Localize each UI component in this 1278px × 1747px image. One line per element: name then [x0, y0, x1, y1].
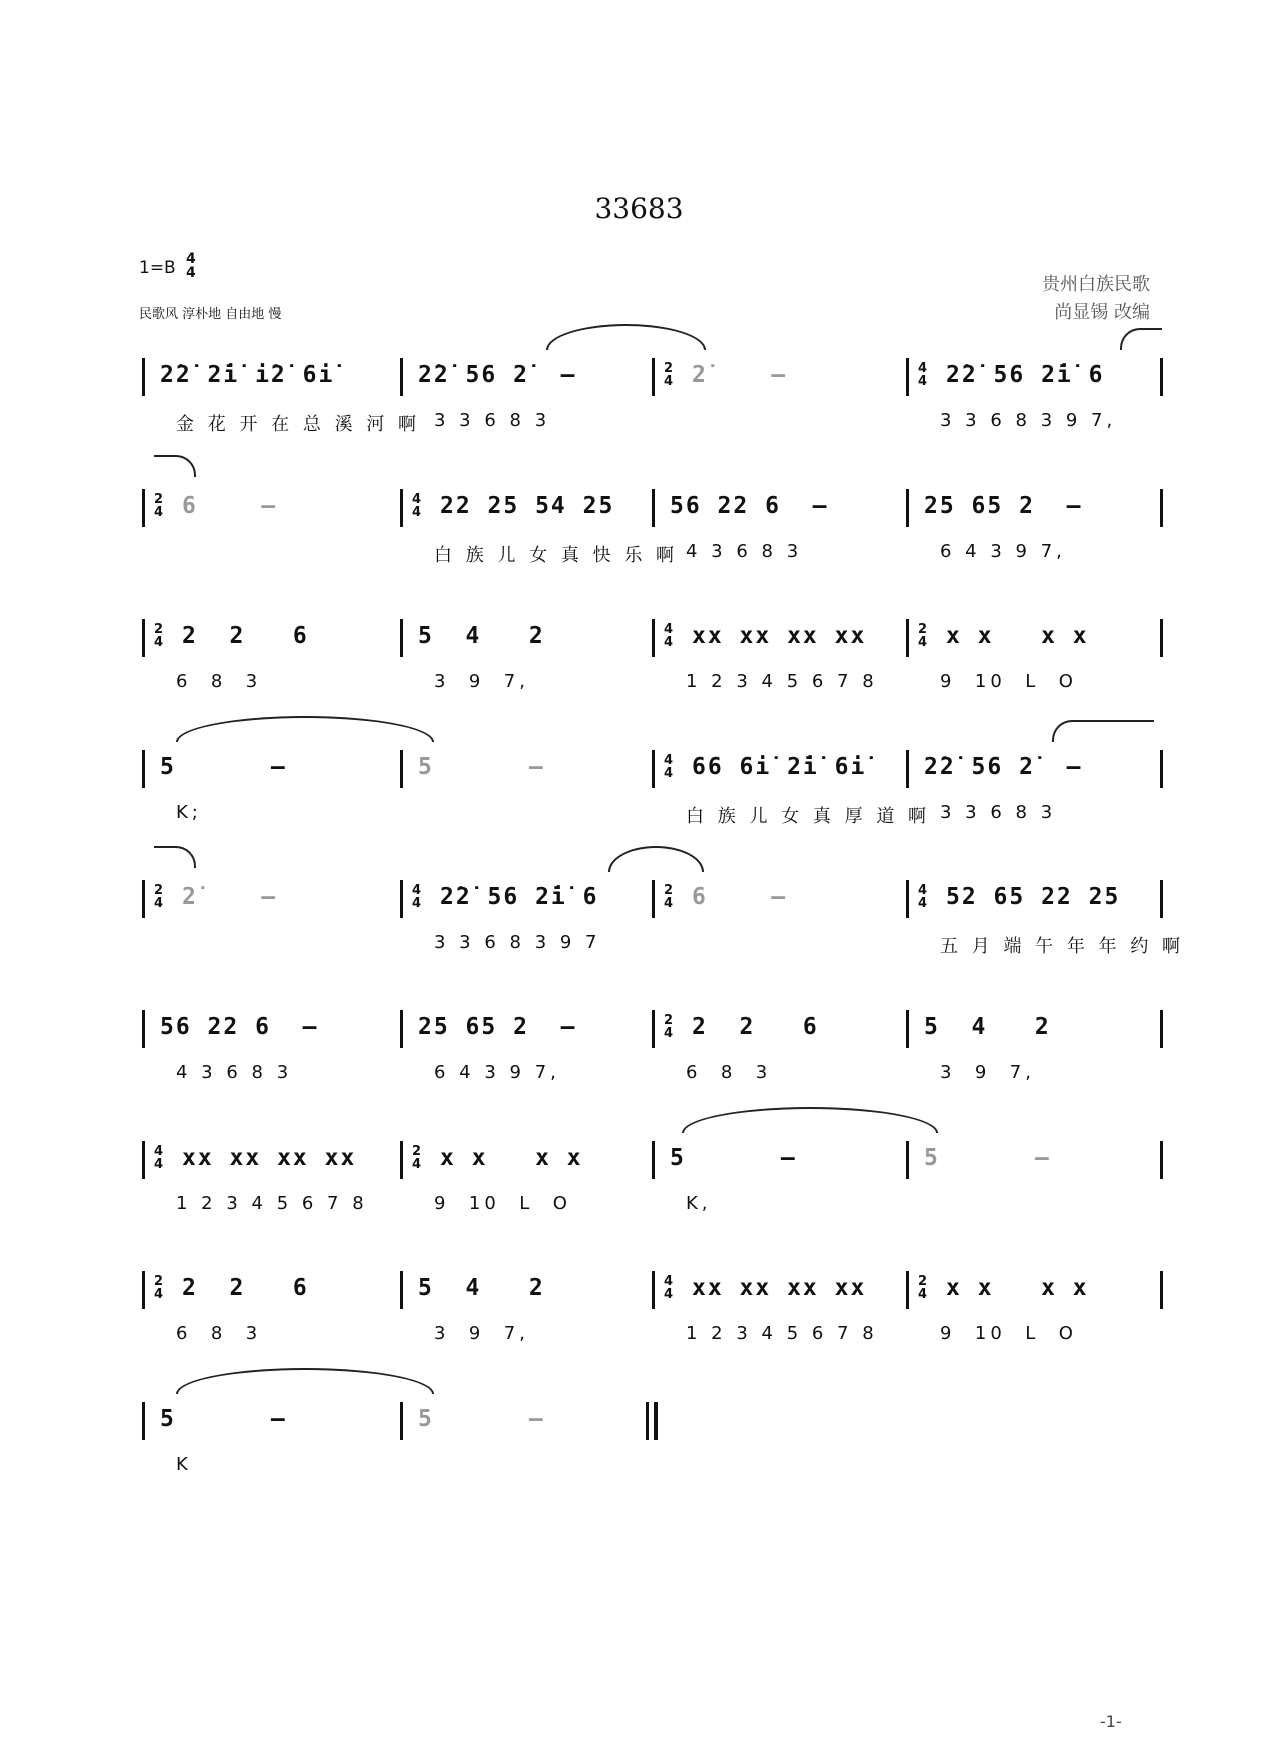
lyric-line: K: [176, 1454, 192, 1475]
barline: [142, 1271, 145, 1309]
measure-notes: 2 2 6: [182, 623, 309, 649]
barline: [1160, 880, 1163, 918]
barline: [1160, 619, 1163, 657]
measure-notes: 2 2 6: [692, 1014, 819, 1040]
barline: [652, 489, 655, 527]
barline: [400, 750, 403, 788]
lyric-line: 9 10 L O: [940, 671, 1077, 692]
time-signature: 2 4: [154, 1274, 164, 1302]
measure-notes: 5 4 2: [418, 623, 545, 649]
final-barline-thin: [646, 1402, 649, 1440]
time-signature: 2 4: [664, 883, 674, 911]
barline: [142, 358, 145, 396]
lyric-line: 3 3 6 8 3 9 7,: [940, 410, 1117, 431]
measure-notes: 5 –: [418, 754, 545, 780]
slur: [682, 1107, 938, 1133]
key-signature: 1=B: [139, 258, 176, 278]
slur: [546, 324, 706, 350]
lyric-line: 1 2 3 4 5 6 7 8: [686, 1323, 878, 1344]
measure-notes: xx xx xx xx: [692, 623, 867, 649]
measure-notes: 2 2 6: [182, 1275, 309, 1301]
measure-notes: xx xx xx xx: [182, 1145, 357, 1171]
lyric-line: 金 花 开 在 总 溪 河 啊: [176, 414, 421, 435]
lyric-line: 3 3 6 8 3 9 7: [434, 932, 601, 953]
lyric-line: 9 10 L O: [940, 1323, 1077, 1344]
lyric-line: 3 3 6 8 3: [434, 410, 551, 431]
barline: [1160, 358, 1163, 396]
time-signature: 4 4: [412, 883, 422, 911]
barline: [142, 750, 145, 788]
measure-notes: 25 65 2 –: [418, 1014, 577, 1040]
barline: [906, 1271, 909, 1309]
slur: [1120, 328, 1162, 350]
time-signature: 4 4: [918, 361, 928, 389]
staff-system: [0, 358, 1278, 458]
page-number: -1-: [1100, 1712, 1122, 1731]
measure-notes: x x x x: [946, 1275, 1089, 1301]
credit-arranger: 尚显锡 改编: [1054, 302, 1150, 323]
measure-notes: 66 6i̇ 2̇i̇ 6i̇: [692, 754, 867, 780]
credit-source: 贵州白族民歌: [1042, 274, 1150, 295]
barline: [142, 1402, 145, 1440]
time-signature: 4 4: [154, 1144, 164, 1172]
barline: [652, 1271, 655, 1309]
final-barline: [654, 1402, 658, 1440]
time-signature: 2 4: [154, 492, 164, 520]
measure-notes: x x x x: [440, 1145, 583, 1171]
barline: [652, 1141, 655, 1179]
barline: [1160, 1010, 1163, 1048]
barline: [906, 750, 909, 788]
measure-notes: 2̇2̇ 56 2̇ –: [924, 754, 1083, 780]
lyric-line: 6 8 3: [176, 1323, 262, 1344]
lyric-line: 1 2 3 4 5 6 7 8: [176, 1193, 368, 1214]
barline: [400, 1010, 403, 1048]
barline: [906, 619, 909, 657]
time-signature: 4 4: [664, 1274, 674, 1302]
lyric-line: 白 族 儿 女 真 厚 道 啊: [686, 806, 931, 827]
staff-system: [0, 1402, 1278, 1502]
measure-notes: 2̇ –: [182, 884, 278, 910]
time-signature: 4 4: [918, 883, 928, 911]
slur: [154, 455, 196, 477]
barline: [906, 489, 909, 527]
measure-notes: x x x x: [946, 623, 1089, 649]
time-signature: 2 4: [412, 1144, 422, 1172]
lyric-line: K;: [176, 802, 202, 823]
time-signature: 2 4: [918, 1274, 928, 1302]
staff-system: [0, 750, 1278, 850]
barline: [142, 1010, 145, 1048]
time-signature: 2 4: [154, 622, 164, 650]
barline: [906, 880, 909, 918]
staff-system: [0, 880, 1278, 980]
staff-system: [0, 1010, 1278, 1110]
barline: [1160, 750, 1163, 788]
lyric-line: 3 9 7,: [434, 671, 529, 692]
measure-notes: 5 –: [924, 1145, 1051, 1171]
meter: 4 4: [186, 251, 196, 281]
staff-system: [0, 1271, 1278, 1371]
barline: [400, 880, 403, 918]
measure-notes: 2̇ –: [692, 362, 788, 388]
barline: [652, 619, 655, 657]
lyric-line: 6 8 3: [176, 671, 262, 692]
time-signature: 2 4: [918, 622, 928, 650]
time-signature: 2 4: [664, 361, 674, 389]
slur: [176, 1368, 434, 1394]
measure-notes: 2̇2̇ 56 2̇i̇ 6: [440, 884, 599, 910]
lyric-line: 3 3 6 8 3: [940, 802, 1057, 823]
staff-system: [0, 1141, 1278, 1241]
staff-system: [0, 489, 1278, 589]
lyric-line: 1 2 3 4 5 6 7 8: [686, 671, 878, 692]
barline: [652, 750, 655, 788]
barline: [400, 489, 403, 527]
lyric-line: 五 月 端 午 年 年 约 啊: [940, 936, 1185, 957]
barline: [906, 358, 909, 396]
time-signature: 2 4: [154, 883, 164, 911]
measure-notes: 2̇2̇ 2̇i̇ i̇2̇ 6i̇: [160, 362, 335, 388]
barline: [906, 1141, 909, 1179]
barline: [652, 358, 655, 396]
time-signature: 2 4: [664, 1013, 674, 1041]
measure-notes: 5 –: [418, 1406, 545, 1432]
barline: [400, 1271, 403, 1309]
barline: [142, 1141, 145, 1179]
barline: [142, 619, 145, 657]
lyric-line: 3 9 7,: [434, 1323, 529, 1344]
barline: [1160, 1141, 1163, 1179]
time-signature: 4 4: [664, 622, 674, 650]
lyric-line: 白 族 儿 女 真 快 乐 啊: [434, 545, 679, 566]
time-signature: 4 4: [664, 753, 674, 781]
measure-notes: 2̇2̇ 56 2̇ –: [418, 362, 577, 388]
lyric-line: K,: [686, 1193, 712, 1214]
measure-notes: 5 4 2: [924, 1014, 1051, 1040]
measure-notes: 2̇2̇ 56 2̇i̇ 6: [946, 362, 1105, 388]
tempo-marking: 民歌风 淳朴地 自由地 慢: [139, 307, 282, 322]
lyric-line: 4 3 6 8 3: [176, 1062, 293, 1083]
slur: [1052, 720, 1154, 742]
barline: [652, 880, 655, 918]
measure-notes: 25 65 2 –: [924, 493, 1083, 519]
measure-notes: 5 –: [160, 1406, 287, 1432]
barline: [400, 1141, 403, 1179]
barline: [400, 619, 403, 657]
page-title: 33683: [594, 192, 684, 225]
slur: [176, 716, 434, 742]
measure-notes: 5 –: [160, 754, 287, 780]
barline: [906, 1010, 909, 1048]
barline: [1160, 489, 1163, 527]
measure-notes: 52 65 22 25: [946, 884, 1121, 910]
measure-notes: 5 4 2: [418, 1275, 545, 1301]
measure-notes: xx xx xx xx: [692, 1275, 867, 1301]
measure-notes: 56 22 6 –: [160, 1014, 319, 1040]
staff-system: [0, 619, 1278, 719]
measure-notes: 5 –: [670, 1145, 797, 1171]
lyric-line: 6 4 3 9 7,: [940, 541, 1066, 562]
barline: [142, 880, 145, 918]
lyric-line: 4 3 6 8 3: [686, 541, 803, 562]
barline: [142, 489, 145, 527]
measure-notes: 56 22 6 –: [670, 493, 829, 519]
barline: [652, 1010, 655, 1048]
lyric-line: 6 8 3: [686, 1062, 772, 1083]
lyric-line: 3 9 7,: [940, 1062, 1035, 1083]
lyric-line: 9 10 L O: [434, 1193, 571, 1214]
barline: [400, 1402, 403, 1440]
lyric-line: 6 4 3 9 7,: [434, 1062, 560, 1083]
barline: [400, 358, 403, 396]
measure-notes: 22 25 54 25: [440, 493, 615, 519]
measure-notes: 6 –: [692, 884, 788, 910]
barline: [1160, 1271, 1163, 1309]
time-signature: 4 4: [412, 492, 422, 520]
measure-notes: 6 –: [182, 493, 278, 519]
